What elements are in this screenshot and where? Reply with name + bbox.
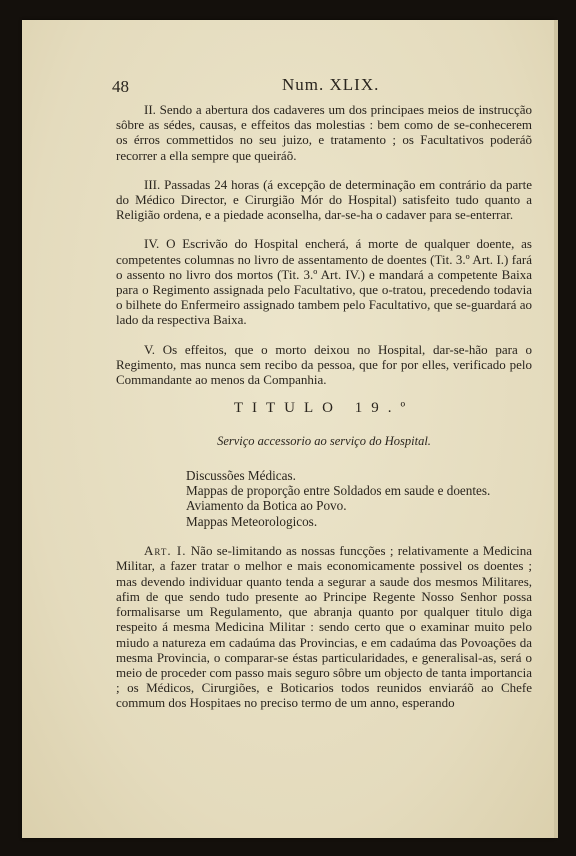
section-subtitle: Serviço accessorio ao serviço do Hospital. xyxy=(217,434,431,449)
topic-item: Mappas de proporção entre Soldados em saude e doentes. xyxy=(186,483,491,499)
topic-item: Aviamento da Botica ao Povo. xyxy=(186,498,347,514)
page-number: 48 xyxy=(112,77,129,96)
topic-item: Discussões Médicas. xyxy=(186,467,296,483)
topic-list xyxy=(186,468,532,530)
article-label: Art. I. xyxy=(144,543,187,559)
page-edge xyxy=(554,20,558,838)
page-header xyxy=(112,74,532,96)
paragraph-iii: III. Passadas 24 horas (á excepção de determinação em contrário da parte do Médico Director, e Cirurgião Mór do Hospital) satisfeito tudo quanto a Religião ordena, e a piedade aconselha, dar-se-ha o cadaver para se-enterrar. xyxy=(116,176,532,223)
article-text: Não se-limitando as nossas funcções ; relativamente a Medicina Militar, a fazer tratar o melhor e mais economicamente possivel os doentes ; mas devendo individuar quanto tenda a segurar a saude dos mesmos Militares, afim de que sendo tudo presente ao Principe Regente Nosso Senhor possa formalisarse um Regulamento, que abranja quanto por qualquer titulo diga respeito á mesma Medicina Militar : sendo certo que o examinar muito pelo miudo a natureza em cadaúma das Provincias, e em cadaúma das Povoações da mesma Provincia, o comparar-se éstas particularidades, e generalisal-as, será o meio de proceder com passo mais seguro sôbre um objecto de tanta importancia ; os Médicos, Cirurgiões, e Boticarios todos reunidos enviaráõ ao Chefe commum dos Hospitaes no preciso termo de um anno, esperando xyxy=(116,543,532,711)
section-title: TITULO 19.º xyxy=(233,400,415,417)
paragraph-ii: II. Sendo a abertura dos cadaveres um dos principaes meios de instrucção sôbre as sédes, causas, e effeitos das molestias : bem como de se-conhecerem os érros commettidos no seu juizo, e tratamento ; os Facultativos poderáõ recorrer a ella sempre que queiráõ. xyxy=(116,102,532,163)
page-content xyxy=(112,74,532,725)
paragraph-iv: IV. O Escrivão do Hospital encherá, á morte de qualquer doente, as competentes columnas no livro de assentamento de doentes (Tit. 3.º Art. I.) fará o assento no livro dos mortos (Tit. 3.º Art. IV.) e mandará a competente Baixa para o Regimento assignada pelo Facultativo, que o-tratou, precedendo todavia o bilhete do Enfermeiro assignado tambem pelo Facultativo, que se-guardará ao lado da respectiva Baixa. xyxy=(116,236,532,328)
topic-item: Mappas Meteorologicos. xyxy=(186,513,318,529)
article-i xyxy=(116,543,532,710)
paragraph-v: V. Os effeitos, que o morto deixou no Hospital, dar-se-hão para o Regimento, mas nunca sem recibo da pessoa, que for por elles, verificado pelo Commandante ao menos da Companhia. xyxy=(116,341,532,388)
running-title: Num. XLIX. xyxy=(282,75,380,94)
